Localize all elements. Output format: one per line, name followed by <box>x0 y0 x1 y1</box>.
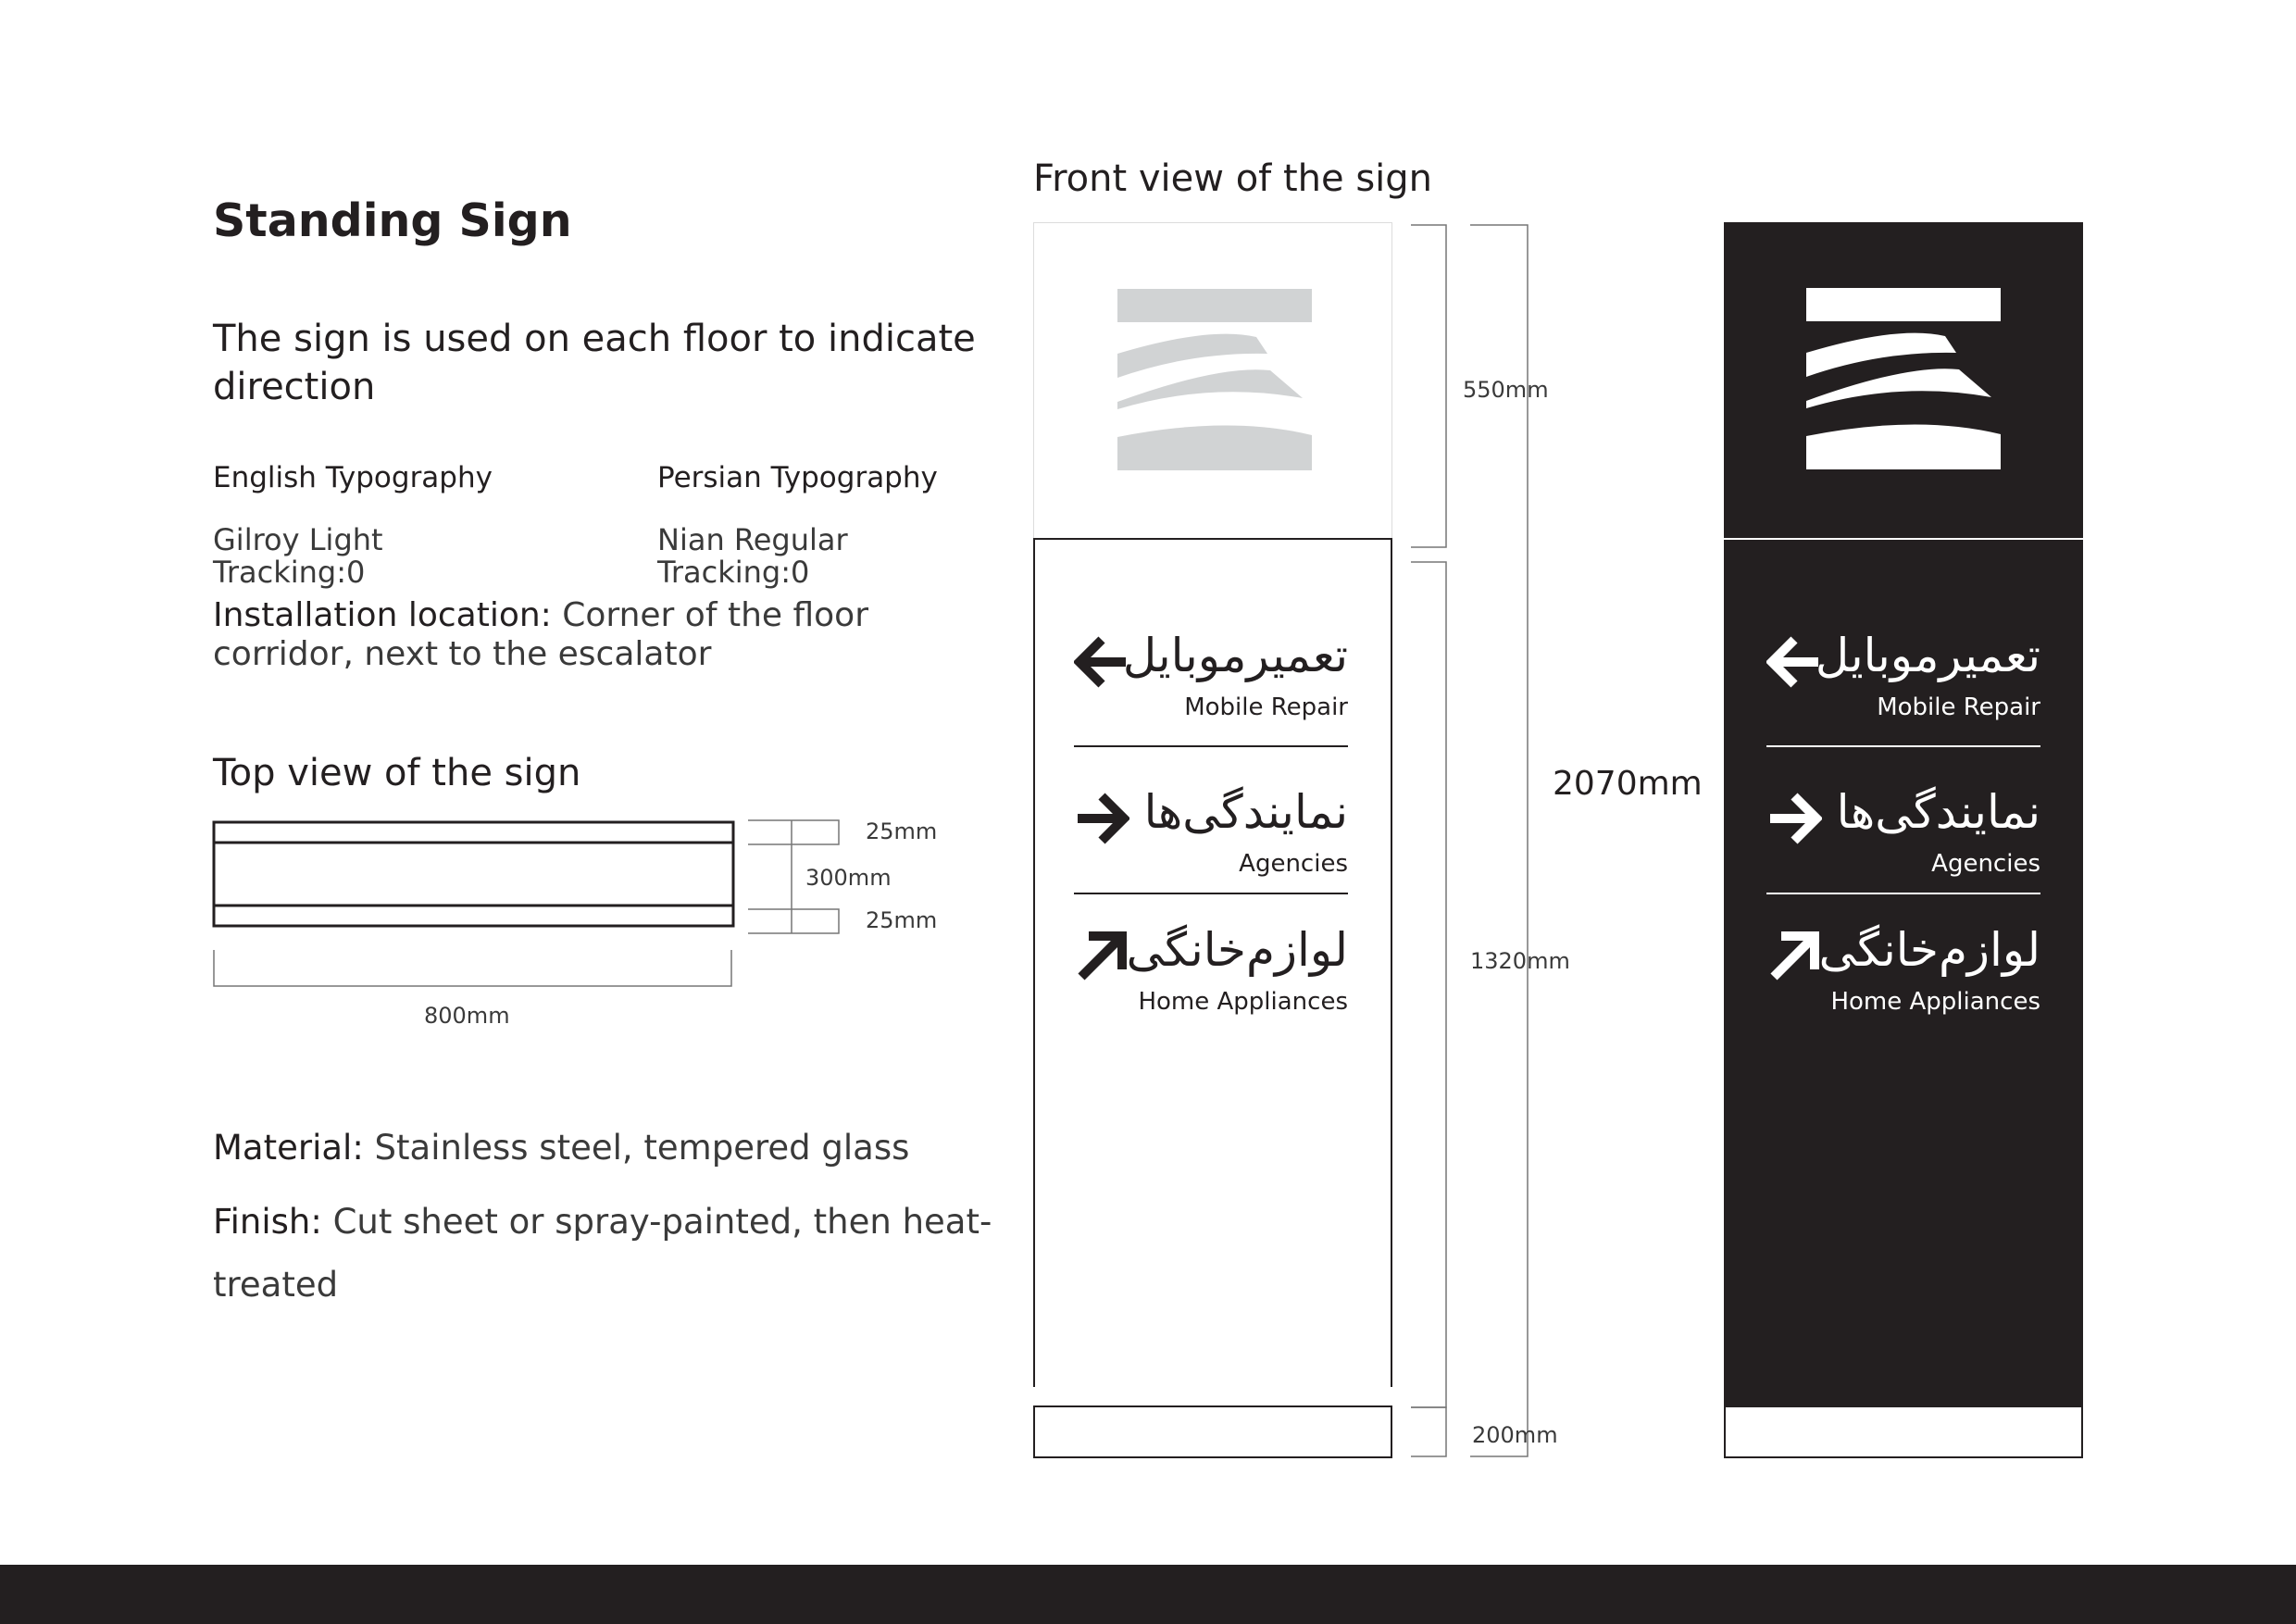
dim-width: 800mm <box>424 1003 510 1029</box>
sign-directory-panel <box>1724 538 2083 1405</box>
persian-typography-values <box>657 524 848 589</box>
sign-front-dark <box>1724 222 2083 1460</box>
dim-bracket-total <box>1470 225 1528 1456</box>
dim-edge-top: 25mm <box>866 818 938 844</box>
arrow-left-icon <box>1074 634 1129 690</box>
material-label: Material: <box>213 1128 364 1168</box>
directory-label-en: Home Appliances <box>1138 988 1348 1016</box>
persian-tracking: Tracking:0 <box>657 555 810 590</box>
sign-description: The sign is used on each floor to indicate direction <box>213 318 976 408</box>
directory-label-fa: نمایندگی‌ها <box>1143 785 1348 839</box>
arrow-up-right-icon <box>1766 929 1822 984</box>
dim-bracket-bottom <box>1411 1407 1446 1456</box>
finish-label: Finish: <box>213 1202 322 1242</box>
directory-divider <box>1766 893 2040 894</box>
dim-bottom-section: 200mm <box>1472 1422 1558 1448</box>
persian-typography-heading: Persian Typography <box>657 461 938 494</box>
footer-bar <box>0 1565 2296 1624</box>
english-typography-values <box>213 524 383 589</box>
front-view-dimensions <box>1398 218 1602 1463</box>
directory-label-en: Home Appliances <box>1830 988 2040 1016</box>
dim-top-section: 550mm <box>1463 377 1549 403</box>
dim-bracket-middle <box>1411 562 1446 1407</box>
installation-label: Installation location: <box>213 596 552 634</box>
finish <box>213 1191 1009 1317</box>
material-value: Stainless steel, tempered glass <box>374 1128 910 1168</box>
dim-edge-bottom: 25mm <box>866 907 938 933</box>
directory-label-en: Agencies <box>1239 850 1348 878</box>
directory-label-en: Mobile Repair <box>1877 693 2040 721</box>
sign-logo-area <box>1724 222 2083 538</box>
sign-base <box>1724 1405 2083 1458</box>
sign-logo-area <box>1033 222 1392 538</box>
dim-bracket-top <box>1411 225 1446 547</box>
arrow-up-right-icon <box>1074 929 1129 984</box>
arrow-right-icon <box>1766 791 1822 846</box>
english-tracking: Tracking:0 <box>213 555 366 590</box>
dim-depth: 300mm <box>805 865 892 891</box>
top-view-width-dim <box>214 950 731 986</box>
persian-font: Nian Regular <box>657 522 848 557</box>
directory-entry <box>1766 629 2040 721</box>
material <box>213 1128 909 1168</box>
directory-label-fa: نمایندگی‌ها <box>1836 785 2040 839</box>
directory-label-fa: لوازم‌خانگی <box>1818 923 2040 977</box>
top-view-drawing <box>208 815 949 1023</box>
directory-entry <box>1766 785 2040 878</box>
directory-label-en: Agencies <box>1931 850 2040 878</box>
dim-middle-section: 1320mm <box>1470 948 1570 974</box>
directory-entry <box>1074 785 1348 878</box>
page-title: Standing Sign <box>213 194 572 247</box>
installation-value: Corner of the floor corridor, next to the escalator <box>213 596 868 673</box>
sign-directory-panel <box>1033 538 1392 1387</box>
directory-label-fa: تعمیرموبایل <box>1122 629 1348 682</box>
english-font: Gilroy Light <box>213 522 383 557</box>
installation-location <box>213 596 991 674</box>
top-view-outline <box>214 822 733 926</box>
sign-front-light <box>1033 222 1392 1460</box>
finish-value: Cut sheet or spray-painted, then heat-treated <box>213 1202 992 1305</box>
directory-label-en: Mobile Repair <box>1184 693 1348 721</box>
top-view-title: Top view of the sign <box>213 752 581 794</box>
directory-divider <box>1074 893 1348 894</box>
brand-logo-icon <box>1806 288 2001 469</box>
directory-label-fa: تعمیرموبایل <box>1815 629 2040 682</box>
brand-logo-icon <box>1117 289 1312 470</box>
directory-divider <box>1766 745 2040 747</box>
directory-entry <box>1074 923 1348 1016</box>
directory-entry <box>1074 629 1348 721</box>
arrow-left-icon <box>1766 634 1822 690</box>
directory-divider <box>1074 745 1348 747</box>
front-view-title: Front view of the sign <box>1033 157 1433 200</box>
directory-entry <box>1766 923 2040 1016</box>
dim-total-height: 2070mm <box>1553 765 1703 803</box>
english-typography-heading: English Typography <box>213 461 493 494</box>
sign-base <box>1033 1405 1392 1458</box>
arrow-right-icon <box>1074 791 1129 846</box>
directory-label-fa: لوازم‌خانگی <box>1126 923 1348 977</box>
